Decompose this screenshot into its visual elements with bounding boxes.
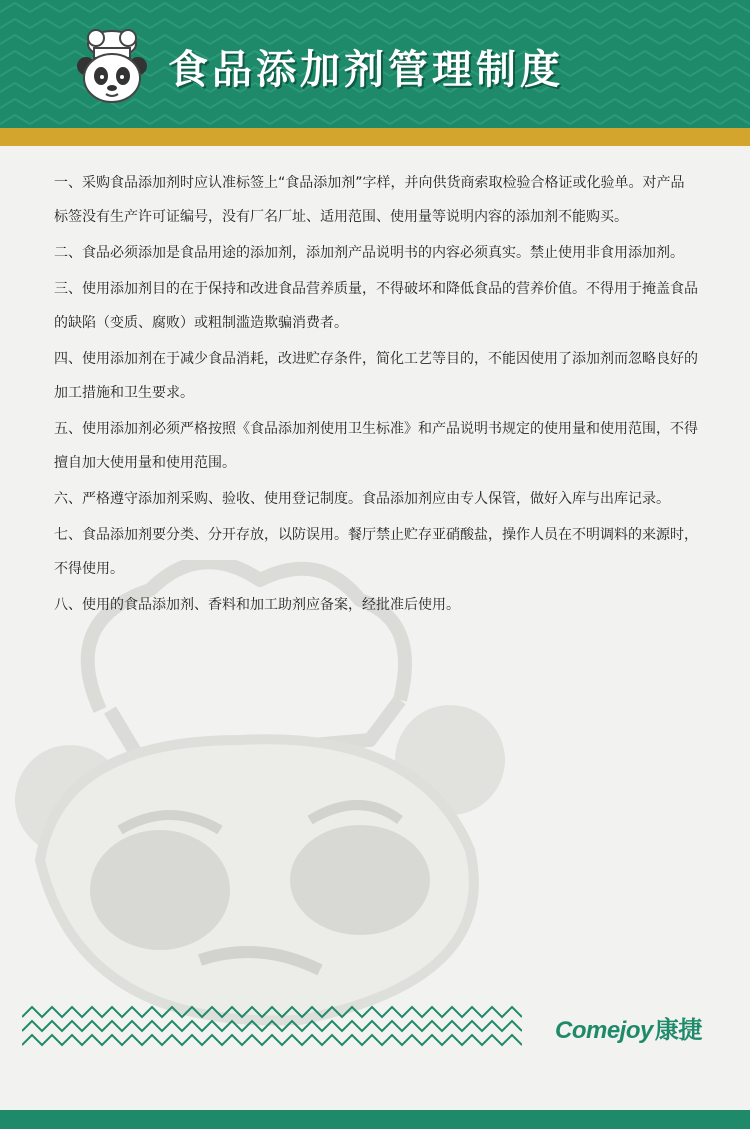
panda-chef-watermark-icon — [0, 560, 560, 1040]
zigzag-ornament — [22, 1003, 522, 1059]
rule-item-4: 四、使用添加剂在于减少食品消耗，改进贮存条件，简化工艺等目的，不能因使用了添加剂而忽略良好的加工措施和卫生要求。 — [54, 351, 698, 401]
rule-item-5: 五、使用添加剂必须严格按照《食品添加剂使用卫生标准》和产品说明书规定的使用量和使用范围，不得擅自加大使用量和使用范围。 — [54, 421, 698, 471]
rule-item-6: 六、严格遵守添加剂采购、验收、使用登记制度。食品添加剂应由专人保管，做好入库与出库记录。 — [54, 491, 670, 507]
footer-bar — [0, 1110, 750, 1129]
gold-divider — [0, 128, 750, 146]
page-title: 食品添加剂管理制度 — [168, 46, 564, 93]
brand-chinese: 康捷 — [654, 1016, 702, 1044]
rule-item-8: 八、使用的食品添加剂、香料和加工助剂应备案，经批准后使用。 — [54, 597, 460, 613]
rules-list — [54, 166, 698, 624]
rule-item-3: 三、使用添加剂目的在于保持和改进食品营养质量，不得破坏和降低食品的营养价值。不得用于掩盖食品的缺陷（变质、腐败）或粗制滥造欺骗消费者。 — [54, 281, 698, 331]
brand-logo — [555, 1010, 702, 1045]
brand-latin: Comejoy — [555, 1017, 653, 1044]
panda-chef-icon — [70, 24, 154, 108]
rule-item-2: 二、食品必须添加是食品用途的添加剂，添加剂产品说明书的内容必须真实。禁止使用非食用添加剂。 — [54, 245, 684, 261]
rule-item-1: 一、采购食品添加剂时应认准标签上“食品添加剂”字样，并向供货商索取检验合格证或化验单。对产品标签没有生产许可证编号，没有厂名厂址、适用范围、使用量等说明内容的添加剂不能购买。 — [54, 175, 685, 225]
rule-item-7: 七、食品添加剂要分类、分开存放，以防误用。餐厅禁止贮存亚硝酸盐，操作人员在不明调料的来源时，不得使用。 — [54, 527, 698, 577]
